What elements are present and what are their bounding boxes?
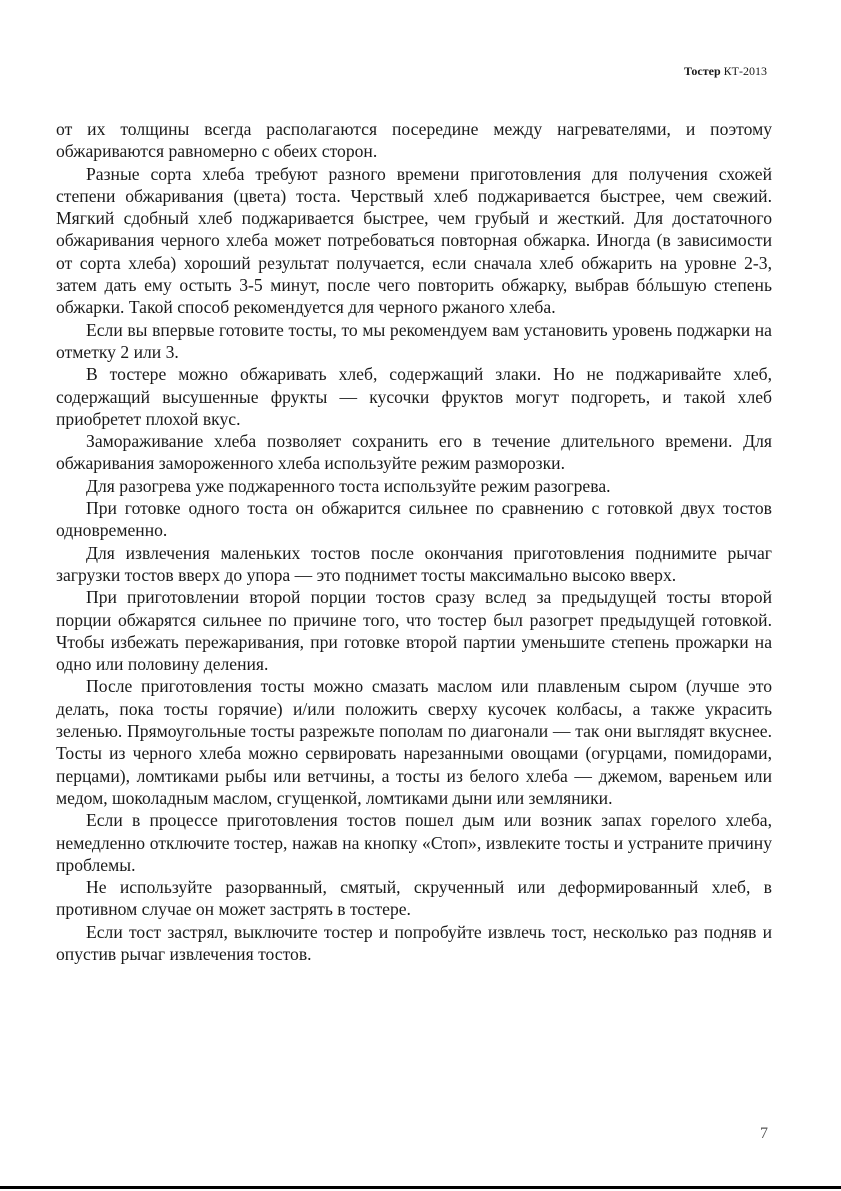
paragraph: Разные сорта хлеба требуют разного времени приготовления для получения схожей степени обжаривания (цвета) тоста. Черствый хлеб поджаривается быстрее, чем свежий. Мягкий сдобный хлеб поджаривается быстрее, чем грубый и жесткий. Для достаточного обжаривания черного хлеба может потребоваться повторная обжарка. Иногда (в зависимости от сорта хлеба) хороший результат получается, если сначала хлеб обжарить на уровне 2-3, затем дать ему остыть 3-5 минут, после чего повторить обжарку, выбрав бóльшую степень обжарки. Такой способ рекомендуется для черного ржаного хлеба. [56,163,772,318]
paragraph: Если в процессе приготовления тостов пошел дым или возник запах горелого хлеба, немедленно отключите тостер, нажав на кнопку «Стоп», извлеките тосты и устраните причину проблемы. [56,810,772,875]
page-number: 7 [760,1125,768,1142]
paragraph: от их толщины всегда располагаются посередине между нагревателями, и поэтому обжариваются равномерно с обеих сторон. [56,119,772,162]
paragraph: В тостере можно обжаривать хлеб, содержащий злаки. Но не поджаривайте хлеб, содержащий высушенные фрукты — кусочки фруктов могут подгореть, и такой хлеб приобретет плохой вкус. [56,364,772,429]
paragraph: Если тост застрял, выключите тостер и попробуйте извлечь тост, несколько раз подняв и опустив рычаг извлечения тостов. [56,921,772,964]
paragraph: При приготовлении второй порции тостов сразу вслед за предыдущей тосты второй порции обжарятся сильнее по причине того, что тостер был разогрет предыдущей готовкой. Чтобы избежать пережаривания, при готовке второй партии уменьшите степень прожарки на одно или половину деления. [56,587,772,675]
bottom-rule [0,1186,841,1189]
header-product: Тостер [683,64,721,78]
body-text [56,118,772,965]
paragraph: При готовке одного тоста он обжарится сильнее по сравнению с готовкой двух тостов одновременно. [56,498,772,541]
paragraph: Если вы впервые готовите тосты, то мы рекомендуем вам установить уровень поджарки на отметку 2 или 3. [56,319,772,362]
paragraph: Замораживание хлеба позволяет сохранить его в течение длительного времени. Для обжаривания замороженного хлеба используйте режим разморозки. [56,431,772,474]
running-header [684,64,767,79]
paragraph: Не используйте разорванный, смятый, скрученный или деформированный хлеб, в противном случае он может застрять в тостере. [56,877,772,920]
paragraph: Для разогрева уже поджаренного тоста используйте режим разогрева. [86,475,611,496]
paragraph: Для извлечения маленьких тостов после окончания приготовления поднимите рычаг загрузки тостов вверх до упора — это поднимет тосты максимально высоко вверх. [56,542,772,585]
paragraph: После приготовления тосты можно смазать маслом или плавленым сыром (лучше это делать, пока тосты горячие) и/или положить сверху кусочек колбасы, а также украсить зеленью. Прямоугольные тосты разрежьте пополам по диагонали — так они выглядят вкуснее. Тосты из черного хлеба можно сервировать нарезанными овощами (огурцами, помидорами, перцами), ломтиками рыбы или ветчины, а тосты из белого хлеба — джемом, вареньем или медом, шоколадным маслом, сгущенкой, ломтиками дыни или земляники. [56,676,772,808]
header-model: КТ-2013 [723,64,767,78]
